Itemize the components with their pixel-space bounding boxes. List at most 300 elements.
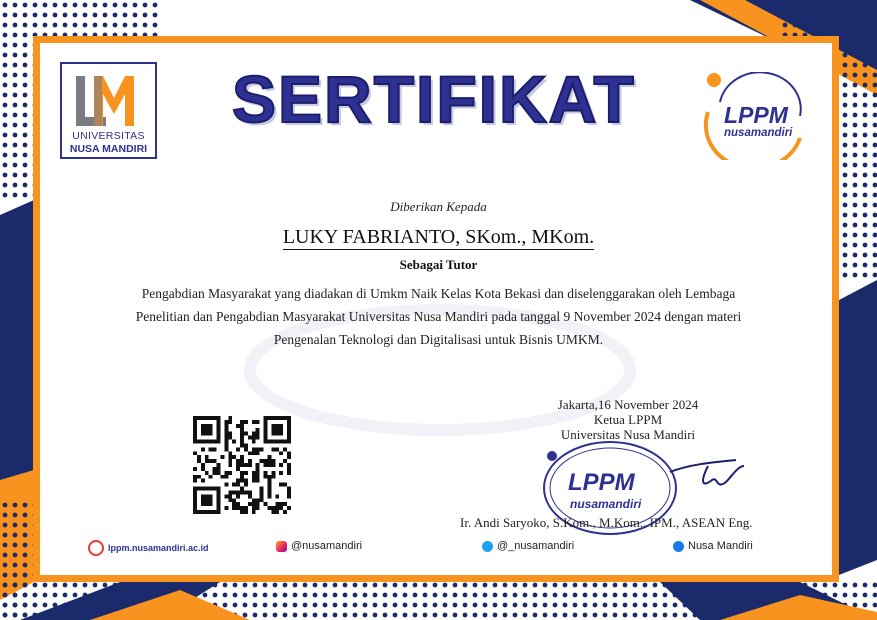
- qr-module: [201, 416, 205, 420]
- website-text: lppm.nusamandiri.ac.id: [108, 543, 209, 553]
- qr-module: [201, 487, 205, 491]
- qr-module: [193, 451, 197, 455]
- qr-code-icon: [192, 416, 292, 514]
- qr-module: [228, 451, 232, 455]
- stamp-main-text: LPPM: [568, 469, 635, 496]
- qr-module: [236, 494, 240, 498]
- qr-module: [279, 424, 283, 428]
- qr-module: [209, 459, 213, 463]
- qr-module: [260, 459, 264, 463]
- qr-module: [193, 424, 197, 428]
- qr-module: [240, 455, 244, 459]
- qr-module: [256, 451, 260, 455]
- qr-module: [205, 455, 209, 459]
- qr-module: [264, 432, 268, 436]
- qr-module: [248, 494, 252, 498]
- qr-module: [240, 471, 244, 475]
- qr-module: [256, 498, 260, 502]
- qr-module: [264, 471, 268, 475]
- qr-module: [252, 475, 256, 479]
- qr-module: [193, 467, 197, 471]
- qr-module: [205, 487, 209, 491]
- qr-module: [232, 455, 236, 459]
- qr-module: [228, 459, 232, 463]
- twitter-handle: @_nusamandiri: [497, 540, 575, 552]
- qr-module: [236, 479, 240, 483]
- qr-module: [256, 502, 260, 506]
- qr-module: [256, 447, 260, 451]
- certificate-description: [110, 282, 767, 351]
- qr-module: [271, 475, 275, 479]
- qr-module: [252, 471, 256, 475]
- qr-module: [205, 502, 209, 506]
- qr-module: [232, 506, 236, 510]
- qr-module: [264, 428, 268, 432]
- qr-module: [271, 424, 275, 428]
- qr-module: [217, 420, 221, 424]
- qr-module: [244, 447, 248, 451]
- qr-module: [201, 463, 205, 467]
- qr-module: [271, 463, 275, 467]
- qr-module: [240, 459, 244, 463]
- qr-module: [252, 420, 256, 424]
- qr-module: [236, 506, 240, 510]
- qr-module: [244, 479, 248, 483]
- qr-module: [252, 432, 256, 436]
- qr-module: [224, 428, 228, 432]
- qr-module: [256, 471, 260, 475]
- qr-module: [279, 471, 283, 475]
- qr-module: [264, 475, 268, 479]
- qr-module: [260, 490, 264, 494]
- qr-module: [201, 447, 205, 451]
- qr-module: [213, 447, 217, 451]
- qr-module: [271, 506, 275, 510]
- qr-module: [240, 432, 244, 436]
- qr-module: [256, 479, 260, 483]
- qr-module: [193, 498, 197, 502]
- qr-module: [283, 440, 287, 444]
- qr-module: [193, 432, 197, 436]
- qr-module: [193, 490, 197, 494]
- place-date: Jakarta,16 November 2024: [557, 397, 699, 412]
- qr-module: [267, 479, 271, 483]
- qr-module: [193, 475, 197, 479]
- qr-module: [287, 487, 291, 491]
- qr-module: [260, 487, 264, 491]
- qr-module: [264, 416, 268, 420]
- qr-module: [197, 459, 201, 463]
- qr-module: [256, 432, 260, 436]
- qr-module: [240, 510, 244, 514]
- qr-module: [236, 424, 240, 428]
- twitter-icon: [482, 541, 493, 552]
- qr-module: [217, 440, 221, 444]
- qr-module: [256, 467, 260, 471]
- qr-module: [217, 436, 221, 440]
- qr-module: [267, 455, 271, 459]
- qr-module: [201, 494, 205, 498]
- qr-module: [240, 479, 244, 483]
- qr-module: [217, 494, 221, 498]
- qr-module: [224, 475, 228, 479]
- qr-module: [240, 440, 244, 444]
- qr-module: [193, 436, 197, 440]
- qr-module: [267, 463, 271, 467]
- qr-module: [252, 502, 256, 506]
- qr-module: [275, 416, 279, 420]
- qr-module: [271, 432, 275, 436]
- qr-module: [244, 510, 248, 514]
- qr-module: [205, 440, 209, 444]
- website-icon: [88, 540, 104, 556]
- stamp-sub-text: nusamandiri: [570, 497, 642, 511]
- qr-module: [271, 471, 275, 475]
- qr-module: [193, 510, 197, 514]
- qr-module: [267, 494, 271, 498]
- qr-module: [283, 483, 287, 487]
- qr-module: [236, 502, 240, 506]
- qr-module: [224, 506, 228, 510]
- qr-module: [248, 459, 252, 463]
- qr-module: [205, 494, 209, 498]
- qr-module: [217, 510, 221, 514]
- qr-module: [209, 510, 213, 514]
- qr-module: [279, 483, 283, 487]
- qr-module: [279, 428, 283, 432]
- qr-module: [287, 471, 291, 475]
- qr-module: [217, 498, 221, 502]
- qr-module: [217, 506, 221, 510]
- qr-module: [201, 424, 205, 428]
- qr-module: [271, 416, 275, 420]
- qr-module: [201, 467, 205, 471]
- qr-module: [209, 416, 213, 420]
- qr-module: [279, 416, 283, 420]
- qr-module: [197, 487, 201, 491]
- qr-module: [228, 432, 232, 436]
- qr-module: [209, 502, 213, 506]
- qr-module: [205, 459, 209, 463]
- qr-module: [287, 432, 291, 436]
- qr-module: [240, 424, 244, 428]
- qr-module: [224, 443, 228, 447]
- qr-module: [287, 428, 291, 432]
- qr-module: [248, 490, 252, 494]
- qr-module: [279, 502, 283, 506]
- qr-module: [244, 506, 248, 510]
- qr-module: [240, 506, 244, 510]
- qr-module: [228, 463, 232, 467]
- qr-module: [209, 432, 213, 436]
- university-name-line1: UNIVERSITAS: [72, 130, 145, 142]
- qr-module: [271, 510, 275, 514]
- qr-module: [224, 420, 228, 424]
- qr-module: [264, 420, 268, 424]
- signer-name: Ir. Andi Saryoko, S.Kom., M.Kom., IPM., ASEAN Eng.: [460, 515, 753, 530]
- qr-module: [209, 475, 213, 479]
- qr-module: [201, 479, 205, 483]
- qr-module: [287, 467, 291, 471]
- qr-module: [256, 428, 260, 432]
- qr-module: [205, 498, 209, 502]
- qr-module: [209, 494, 213, 498]
- qr-module: [287, 455, 291, 459]
- qr-module: [256, 420, 260, 424]
- qr-module: [244, 463, 248, 467]
- qr-module: [217, 428, 221, 432]
- qr-module: [205, 428, 209, 432]
- qr-module: [244, 490, 248, 494]
- qr-module: [275, 506, 279, 510]
- qr-module: [267, 416, 271, 420]
- qr-module: [197, 510, 201, 514]
- qr-module: [224, 471, 228, 475]
- qr-module: [252, 447, 256, 451]
- qr-module: [240, 436, 244, 440]
- qr-module: [236, 483, 240, 487]
- qr-module: [213, 487, 217, 491]
- qr-module: [248, 451, 252, 455]
- qr-module: [240, 463, 244, 467]
- description-line-3: Pengenalan Teknologi dan Digitalisasi untuk Bisnis UMKM.: [273, 332, 604, 347]
- qr-module: [287, 424, 291, 428]
- qr-module: [244, 420, 248, 424]
- qr-module: [287, 436, 291, 440]
- qr-module: [275, 424, 279, 428]
- lppm-logo-icon: [700, 72, 810, 160]
- qr-module: [224, 494, 228, 498]
- qr-module: [217, 467, 221, 471]
- qr-module: [260, 447, 264, 451]
- recipient-role: Sebagai Tutor: [399, 257, 478, 272]
- qr-module: [201, 510, 205, 514]
- recipient-name-text: LUKY FABRIANTO, SKom., MKom.: [282, 226, 595, 248]
- qr-module: [209, 487, 213, 491]
- qr-module: [232, 483, 236, 487]
- qr-module: [205, 432, 209, 436]
- qr-module: [252, 451, 256, 455]
- qr-module: [244, 471, 248, 475]
- footer-facebook[interactable]: [673, 540, 753, 552]
- qr-module: [217, 463, 221, 467]
- qr-module: [275, 494, 279, 498]
- qr-module: [193, 416, 197, 420]
- qr-module: [236, 490, 240, 494]
- qr-module: [236, 459, 240, 463]
- qr-module: [267, 506, 271, 510]
- qr-module: [271, 428, 275, 432]
- qr-module: [224, 440, 228, 444]
- qr-module: [248, 436, 252, 440]
- qr-module: [240, 428, 244, 432]
- qr-module: [267, 490, 271, 494]
- qr-module: [217, 502, 221, 506]
- qr-module: [213, 467, 217, 471]
- qr-module: [232, 490, 236, 494]
- qr-module: [193, 487, 197, 491]
- qr-module: [271, 440, 275, 444]
- qr-module: [236, 467, 240, 471]
- qr-module: [240, 487, 244, 491]
- qr-module: [217, 416, 221, 420]
- qr-module: [252, 440, 256, 444]
- qr-module: [252, 436, 256, 440]
- qr-module: [240, 475, 244, 479]
- instagram-icon: [276, 541, 287, 552]
- qr-module: [283, 416, 287, 420]
- qr-module: [287, 440, 291, 444]
- qr-module: [244, 443, 248, 447]
- qr-module: [279, 432, 283, 436]
- qr-module: [256, 436, 260, 440]
- lppm-logo-subtext: nusamandiri: [724, 127, 793, 139]
- qr-module: [264, 463, 268, 467]
- qr-module: [244, 432, 248, 436]
- qr-module: [213, 440, 217, 444]
- university-logo-icon: [60, 62, 157, 159]
- qr-module: [201, 498, 205, 502]
- qr-module: [217, 471, 221, 475]
- qr-module: [201, 440, 205, 444]
- qr-module: [209, 447, 213, 451]
- qr-module: [287, 463, 291, 467]
- qr-module: [205, 471, 209, 475]
- qr-module: [279, 440, 283, 444]
- footer-instagram[interactable]: [276, 540, 362, 552]
- description-line-1: Pengabdian Masyarakat yang diadakan di Umkm Naik Kelas Kota Bekasi dan diselenggarakan oleh Lembaga: [141, 286, 736, 301]
- qr-module: [236, 463, 240, 467]
- qr-module: [264, 436, 268, 440]
- qr-module: [264, 424, 268, 428]
- qr-module: [252, 506, 256, 510]
- qr-module: [267, 487, 271, 491]
- footer-twitter[interactable]: [482, 540, 574, 552]
- qr-module: [283, 447, 287, 451]
- qr-module: [267, 459, 271, 463]
- qr-module: [205, 416, 209, 420]
- qr-module: [213, 416, 217, 420]
- qr-module: [283, 502, 287, 506]
- qr-module: [228, 490, 232, 494]
- qr-module: [224, 432, 228, 436]
- qr-module: [275, 502, 279, 506]
- qr-module: [240, 420, 244, 424]
- qr-module: [275, 428, 279, 432]
- qr-module: [283, 510, 287, 514]
- qr-module: [236, 447, 240, 451]
- qr-module: [264, 459, 268, 463]
- recipient-name: [0, 226, 877, 249]
- qr-module: [267, 475, 271, 479]
- university-name-line2: NUSA MANDIRI: [69, 143, 148, 155]
- qr-module: [193, 494, 197, 498]
- qr-module: [228, 498, 232, 502]
- qr-module: [209, 424, 213, 428]
- qr-module: [213, 459, 217, 463]
- qr-module: [228, 471, 232, 475]
- qr-module: [228, 455, 232, 459]
- qr-module: [279, 463, 283, 467]
- qr-module: [232, 498, 236, 502]
- qr-module: [193, 506, 197, 510]
- qr-module: [197, 455, 201, 459]
- qr-module: [248, 463, 252, 467]
- qr-module: [271, 459, 275, 463]
- qr-module: [201, 432, 205, 436]
- qr-module: [275, 510, 279, 514]
- description-line-2: Penelitian dan Pengabdian Masyarakat Universitas Nusa Mandiri pada tanggal 9 November 2024 dengan materi: [135, 309, 742, 324]
- qr-module: [209, 428, 213, 432]
- qr-module: [275, 432, 279, 436]
- qr-module: [224, 436, 228, 440]
- qr-module: [279, 451, 283, 455]
- qr-module: [197, 475, 201, 479]
- qr-module: [224, 424, 228, 428]
- qr-module: [197, 416, 201, 420]
- qr-module: [264, 502, 268, 506]
- qr-module: [264, 440, 268, 444]
- qr-module: [256, 475, 260, 479]
- qr-module: [275, 447, 279, 451]
- qr-module: [205, 510, 209, 514]
- qr-module: [252, 498, 256, 502]
- qr-module: [287, 494, 291, 498]
- lppm-logo-text: LPPM: [724, 102, 788, 128]
- qr-module: [232, 502, 236, 506]
- qr-module: [220, 455, 224, 459]
- qr-module: [252, 510, 256, 514]
- qr-module: [256, 463, 260, 467]
- qr-module: [213, 510, 217, 514]
- qr-module: [283, 459, 287, 463]
- qr-module: [228, 416, 232, 420]
- qr-module: [260, 498, 264, 502]
- facebook-icon: [673, 541, 684, 552]
- qr-module: [197, 440, 201, 444]
- qr-module: [220, 475, 224, 479]
- qr-module: [240, 490, 244, 494]
- qr-module: [224, 447, 228, 451]
- qr-module: [256, 506, 260, 510]
- facebook-name: Nusa Mandiri: [688, 540, 753, 552]
- qr-module: [217, 424, 221, 428]
- given-to-label: Diberikan Kepada: [390, 199, 487, 214]
- qr-module: [287, 506, 291, 510]
- qr-module: [217, 487, 221, 491]
- qr-module: [287, 490, 291, 494]
- footer-website[interactable]: [88, 540, 209, 556]
- qr-module: [287, 420, 291, 424]
- signer-institution: Universitas Nusa Mandiri: [560, 427, 696, 442]
- qr-module: [193, 479, 197, 483]
- qr-module: [193, 502, 197, 506]
- qr-module: [228, 494, 232, 498]
- qr-module: [228, 420, 232, 424]
- qr-module: [205, 424, 209, 428]
- qr-module: [267, 440, 271, 444]
- qr-module: [279, 506, 283, 510]
- qr-module: [209, 440, 213, 444]
- qr-module: [232, 440, 236, 444]
- um-monogram-icon: [70, 72, 150, 130]
- qr-module: [240, 443, 244, 447]
- qr-module: [228, 436, 232, 440]
- qr-module: [287, 451, 291, 455]
- qr-module: [193, 420, 197, 424]
- qr-module: [217, 490, 221, 494]
- qr-module: [252, 479, 256, 483]
